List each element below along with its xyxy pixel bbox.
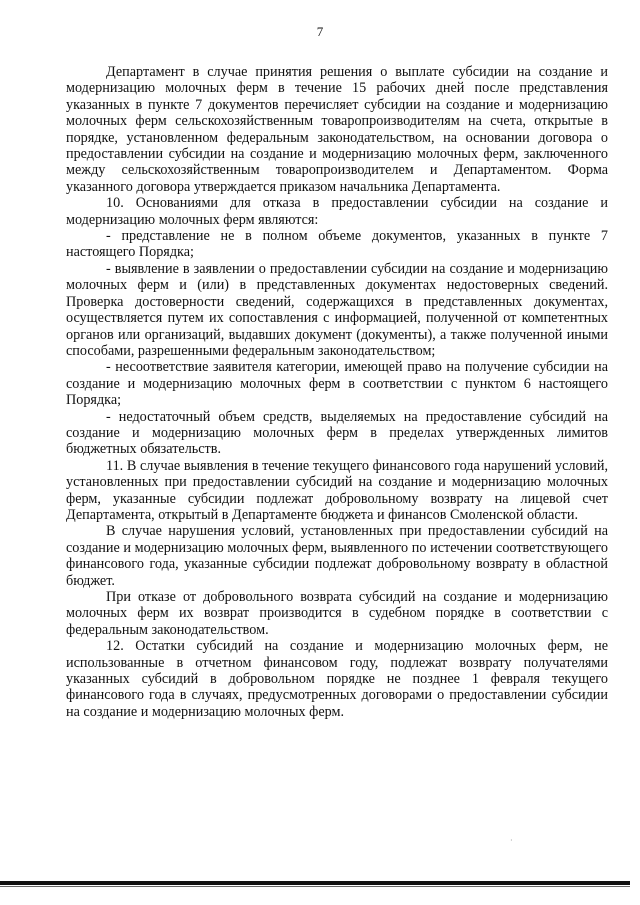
- paragraph-11-voluntary-return: 11. В случае выявления в течение текущего финансового года нарушений условий, установленных при предоставлении субсидий на создание и модернизацию молочных ферм, указанные субсидии подлежат добровольному возврату на лицевой счет Департамента, открытый в Департаменте бюджета и финансов Смоленской области.: [66, 457, 608, 523]
- list-item-incomplete-documents: - представление не в полном объеме документов, указанных в пункте 7 настоящего Порядка;: [66, 228, 608, 261]
- scan-mark: ·: [510, 836, 513, 845]
- paragraph-judicial-return: При отказе от добровольного возврата субсидий на создание и модернизацию молочных ферм их возврат производится в судебном порядке в соответствии с федеральным законодательством.: [66, 589, 608, 638]
- list-item-category-mismatch: - несоответствие заявителя категории, имеющей право на получение субсидии на создание и модернизацию молочных ферм в соответствии с пунктом 6 настоящего Порядка;: [66, 359, 608, 409]
- paragraph-payment-procedure: Департамент в случае принятия решения о выплате субсидии на создание и модернизацию молочных ферм в течение 15 рабочих дней после представления указанных в пункте 7 документов перечисляет субсидии на создание и модернизацию молочных ферм сельскохозяйственным товаропроизводителям на счета, открытые в порядке, установленном федеральным законодательством, на основании договора о предоставлении субсидии на создание и модернизацию молочных ферм, заключенного между сельскохозяйственным товаропроизводителем и Департаментом. Форма указанного договора утверждается приказом начальника Департамента.: [66, 64, 608, 195]
- paragraph-12-unused-balances: 12. Остатки субсидий на создание и модернизацию молочных ферм, не использованные в отчетном финансовом году, подлежат возврату получателями указанных субсидий в добровольном порядке не позднее 1 февраля текущего финансового года в случаях, предусмотренных договорами о предоставлении субсидии на создание и модернизацию молочных ферм.: [66, 638, 608, 720]
- bottom-border-shadow: [0, 886, 630, 887]
- list-item-false-information: - выявление в заявлении о предоставлении субсидии на создание и модернизацию молочных ферм и (или) в представленных документах недостоверных сведений. Проверка достоверности сведений, содержащихся в представленных документах, осуществляется путем их сопоставления с информацией, полученной от компетентных органов или организаций, выдавших документ (документы), а также полученной иными способами, разрешенными федеральным законодательством;: [66, 260, 608, 359]
- paragraph-return-after-year: В случае нарушения условий, установленных при предоставлении субсидий на создание и модернизацию молочных ферм, выявленного по истечении соответствующего финансового года, указанные субсидии подлежат добровольному возврату в областной бюджет.: [66, 523, 608, 589]
- paragraph-10-refusal-grounds: 10. Основаниями для отказа в предоставлении субсидии на создание и модернизацию молочных ферм являются:: [66, 195, 608, 228]
- list-item-insufficient-funds: - недостаточный объем средств, выделяемых на предоставление субсидий на создание и модернизацию молочных ферм в пределах утвержденных лимитов бюджетных обязательств.: [66, 408, 608, 458]
- bottom-border-line: [0, 881, 630, 885]
- page-number: 7: [316, 24, 324, 39]
- document-body: [66, 64, 608, 720]
